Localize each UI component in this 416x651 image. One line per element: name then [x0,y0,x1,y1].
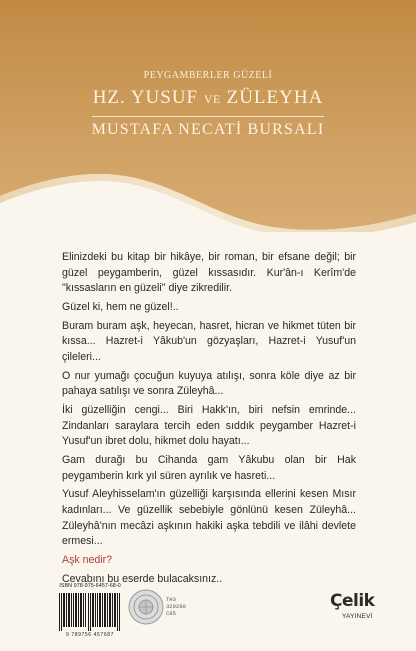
hologram-sticker [128,589,164,625]
publisher-logo [330,591,390,631]
sticker-code-line: C85 [166,610,176,617]
sticker-code-line: TH3 [166,596,176,603]
sticker-code [166,596,186,617]
author-name: MUSTAFA NECATİ BURSALI [91,121,325,138]
blurb-text [62,250,356,591]
title-part-1: HZ. YUSUF [92,87,199,108]
blurb-paragraph: Cevabını bu eserde bulacaksınız.. [62,572,223,585]
barcode-bars [59,593,121,631]
publisher-subtitle: YAYINEVİ [342,613,373,620]
title-part-2: ZÜLEYHA [226,87,324,108]
title-divider [92,116,324,117]
blurb-paragraph: Yusuf Aleyhisselam'ın güzelliği karşısında ellerini kesen Mısır kadınları... Ve güzellik sebebiyle gönlünü kesen Züleyhâ... Züleyhâ'nın mecâzi aşkının hakiki aşka tebdili ve ilâhi devlete ermesi... [62,488,356,548]
isbn-barcode [55,583,125,638]
book-title [0,87,416,109]
blurb-paragraph: Elinizdeki bu kitap bir hikâye, bir roman, bir efsane değil; bir güzel peygamberin, güzel kıssasıdır. Kur'ân-ı Kerîm'de "kıssasların en güzeli" diye zikredilir. [62,251,356,295]
series-title: PEYGAMBERLER GÜZELİ [143,70,273,81]
title-connector: VE [203,92,221,106]
barcode-digits: 9 789756 457687 [66,632,114,638]
sticker-code-line: 320260 [166,603,186,610]
blurb-paragraph: Güzel ki, hem ne güzel!.. [62,300,179,313]
publisher-name: Çelik [330,591,375,611]
blurb-paragraph: Buram buram aşk, heyecan, hasret, hicran ve hikmet tüten bir kıssa... Hazret-i Yâkub'un gözyaşları, Hazret-i Yusuf'un çileleri... [62,319,356,363]
blurb-paragraph: O nur yumağı çocuğun kuyuya atılışı, sonra köle diye az bir pahaya satılışı ve sonra Züleyhâ... [62,369,356,398]
blurb-paragraph: İki güzelliğin cengi... Biri Hakk'ın, biri nefsin emrinde... Zindanları saraylara tercih eden sıddık peygamber Hazret-i Yusuf'un ibret dolu, hikmet dolu hayatı... [62,404,356,448]
isbn-label: ISBN 978-975-6457-68-0 [59,583,121,589]
blurb-paragraph: Gam durağı bu Cihanda gam Yâkubu olan bir Hak peygamberin kırk yıl süren ayrılık ve hasreti... [62,454,356,482]
blurb-question: Aşk nedir? [62,554,113,566]
